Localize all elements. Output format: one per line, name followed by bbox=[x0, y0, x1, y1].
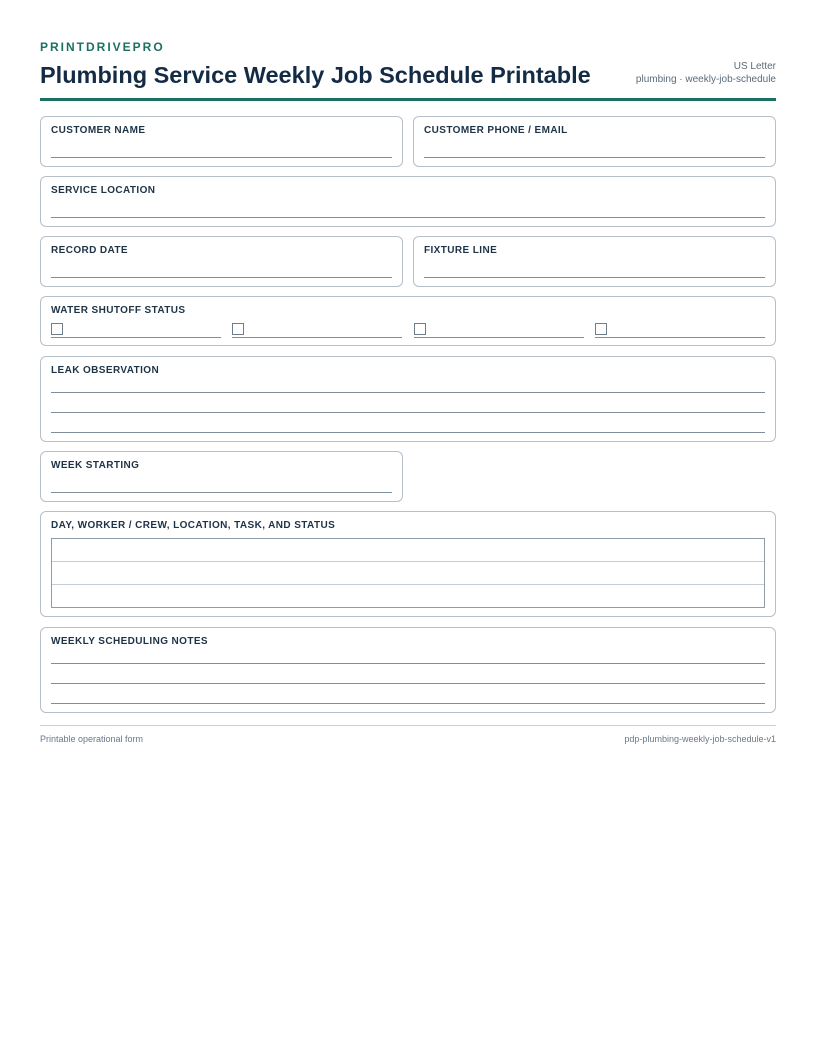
field-label: WEEKLY SCHEDULING NOTES bbox=[51, 636, 208, 647]
brand-logo: PRINTDRIVEPRO bbox=[40, 40, 165, 54]
field-label: WATER SHUTOFF STATUS bbox=[51, 305, 186, 316]
shutoff-option-4[interactable] bbox=[595, 323, 765, 339]
footer-divider bbox=[40, 725, 776, 726]
shutoff-option-2[interactable] bbox=[232, 323, 402, 339]
checkbox[interactable] bbox=[232, 323, 244, 335]
document-meta bbox=[636, 60, 776, 90]
service-location-field[interactable] bbox=[40, 176, 776, 227]
customer-name-field[interactable] bbox=[40, 116, 403, 167]
water-shutoff-field bbox=[40, 296, 776, 346]
write-line[interactable] bbox=[51, 432, 765, 433]
paper-size: US Letter bbox=[733, 61, 776, 72]
header-divider bbox=[40, 98, 776, 101]
customer-contact-field[interactable] bbox=[413, 116, 776, 167]
record-date-field[interactable] bbox=[40, 236, 403, 287]
write-line[interactable] bbox=[51, 392, 765, 393]
field-label: SERVICE LOCATION bbox=[51, 185, 156, 196]
schedule-table bbox=[51, 538, 765, 608]
page-title: Plumbing Service Weekly Job Schedule Printable bbox=[40, 62, 591, 88]
field-label: DAY, WORKER / CREW, LOCATION, TASK, AND STATUS bbox=[51, 520, 336, 531]
field-label: FIXTURE LINE bbox=[424, 245, 498, 256]
table-row[interactable] bbox=[52, 585, 764, 608]
weekly-notes-field[interactable] bbox=[40, 627, 776, 713]
week-starting-field[interactable] bbox=[40, 451, 403, 502]
footer-form-id: pdp-plumbing-weekly-job-schedule-v1 bbox=[624, 734, 776, 744]
write-line[interactable] bbox=[51, 663, 765, 664]
write-line[interactable] bbox=[51, 412, 765, 413]
leak-observation-field[interactable] bbox=[40, 356, 776, 442]
option-line[interactable] bbox=[51, 337, 221, 338]
shutoff-option-1[interactable] bbox=[51, 323, 221, 339]
shutoff-option-3[interactable] bbox=[414, 323, 584, 339]
checkbox[interactable] bbox=[595, 323, 607, 335]
write-line[interactable] bbox=[51, 157, 392, 158]
write-line[interactable] bbox=[424, 157, 765, 158]
table-row[interactable] bbox=[52, 539, 764, 562]
write-line[interactable] bbox=[51, 683, 765, 684]
write-line[interactable] bbox=[51, 217, 765, 218]
document-slug: plumbing · weekly-job-schedule bbox=[635, 74, 776, 85]
option-line[interactable] bbox=[232, 337, 402, 338]
field-label: CUSTOMER PHONE / EMAIL bbox=[424, 125, 568, 136]
checkbox[interactable] bbox=[51, 323, 63, 335]
field-label: RECORD DATE bbox=[51, 245, 128, 256]
write-line[interactable] bbox=[424, 277, 765, 278]
footer-left-text: Printable operational form bbox=[40, 734, 144, 744]
option-line[interactable] bbox=[595, 337, 765, 338]
option-line[interactable] bbox=[414, 337, 584, 338]
checkbox[interactable] bbox=[414, 323, 426, 335]
write-line[interactable] bbox=[51, 492, 392, 493]
field-label: CUSTOMER NAME bbox=[51, 125, 146, 136]
write-line[interactable] bbox=[51, 277, 392, 278]
write-line[interactable] bbox=[51, 703, 765, 704]
table-row[interactable] bbox=[52, 562, 764, 585]
field-label: LEAK OBSERVATION bbox=[51, 365, 160, 376]
schedule-table-section bbox=[40, 511, 776, 617]
header bbox=[40, 60, 776, 90]
form-page bbox=[40, 40, 776, 101]
fixture-line-field[interactable] bbox=[413, 236, 776, 287]
field-label: WEEK STARTING bbox=[51, 460, 140, 471]
